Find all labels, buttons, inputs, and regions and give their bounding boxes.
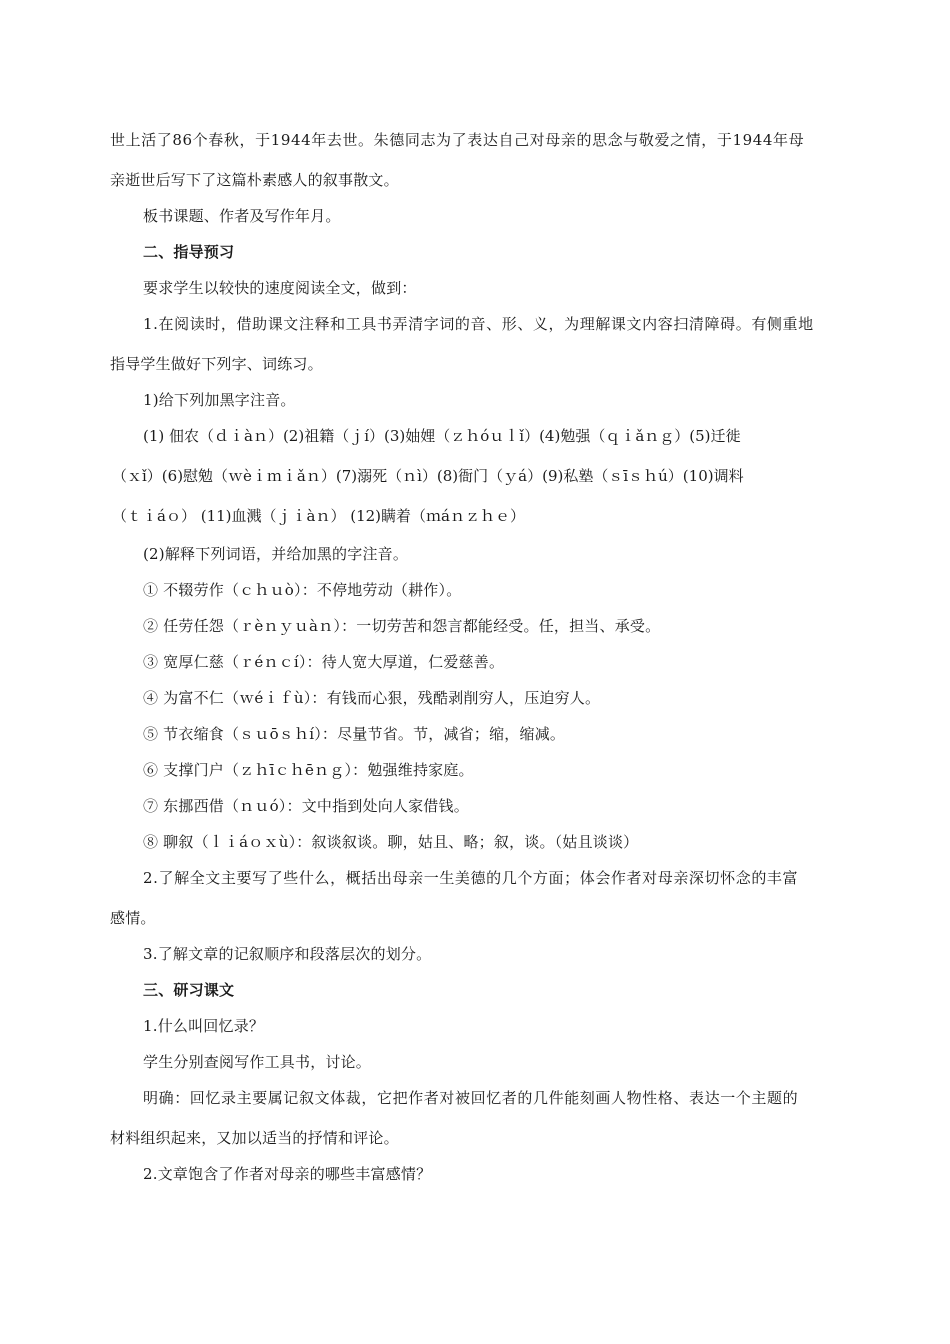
- paragraph-line: 学生分别查阅写作工具书，讨论。: [143, 1053, 372, 1071]
- list-item: ② 任劳任怨（ｒèｎｙｕàｎ）：一切劳苦和怨言都能经受。任，担当、承受。: [143, 617, 661, 635]
- list-item: ⑦ 东挪西借（ｎｕó）：文中指到处向人家借钱。: [143, 797, 469, 815]
- paragraph-line: 2.文章饱含了作者对母亲的哪些丰富感情？: [143, 1165, 432, 1183]
- section-heading: 二、指导预习: [143, 243, 235, 261]
- list-item: ⑥ 支撑门户（ｚｈīｃｈēｎｇ）：勉强维持家庭。: [143, 761, 474, 779]
- list-item: ④ 为富不仁（ｗéｉｆù）：有钱而心狠，残酷剥削穷人，压迫穷人。: [143, 689, 601, 707]
- paragraph-line: (1) 佃农（ｄｉàｎ）(2)祖籍（ｊí）(3)妯娌（ｚｈóｕｌǐ）(4)勉强（ｑｉǎｎｇ）(5)迁徙: [143, 427, 741, 445]
- paragraph-line: 世上活了86个春秋，于1944年去世。朱德同志为了表达自己对母亲的思念与敬爱之情，于1944年母: [110, 131, 805, 149]
- paragraph-line: 2.了解全文主要写了些什么，概括出母亲一生美德的几个方面；体会作者对母亲深切怀念的丰富: [143, 869, 799, 887]
- paragraph-line: 1)给下列加黑字注音。: [143, 391, 296, 409]
- paragraph-line: （ｘǐ）(6)慰勉（ｗèｉｍｉǎｎ）(7)溺死（ｎì）(8)衙门（ｙá）(9)私塾（ｓīｓｈú）(10)调料: [112, 467, 744, 485]
- paragraph-line: 指导学生做好下列字、词练习。: [110, 355, 323, 373]
- paragraph-line: 亲逝世后写下了这篇朴素感人的叙事散文。: [110, 171, 399, 189]
- paragraph-line: (2)解释下列词语，并给加黑的字注音。: [143, 545, 409, 563]
- list-item: ⑤ 节衣缩食（ｓｕōｓｈí）：尽量节省。节，减省；缩，缩减。: [143, 725, 566, 743]
- paragraph-line: 感情。: [110, 909, 156, 927]
- paragraph-line: 1.什么叫回忆录？: [143, 1017, 265, 1035]
- paragraph-line: 3.了解文章的记叙顺序和段落层次的划分。: [143, 945, 432, 963]
- list-item: ⑧ 聊叙（ｌｉáｏｘù）：叙谈叙谈。聊，姑且、略；叙，谈。（姑且谈谈）: [143, 833, 639, 851]
- list-item: ③ 宽厚仁慈（ｒéｎｃí）：待人宽大厚道，仁爱慈善。: [143, 653, 505, 671]
- paragraph-line: 要求学生以较快的速度阅读全文，做到：: [143, 279, 417, 297]
- list-item: ① 不辍劳作（ｃｈｕò）：不停地劳动（耕作）。: [143, 581, 462, 599]
- section-heading: 三、研习课文: [143, 981, 235, 999]
- paragraph-line: 板书课题、作者及写作年月。: [143, 207, 341, 225]
- paragraph-line: （ｔｉáｏ） (11)血溅（ｊｉàｎ） (12)瞒着（ｍáｎｚｈｅ）: [112, 507, 525, 525]
- paragraph-line: 1.在阅读时，借助课文注释和工具书弄清字词的音、形、义，为理解课文内容扫清障碍。有侧重地: [143, 315, 814, 333]
- paragraph-line: 材料组织起来，又加以适当的抒情和评论。: [110, 1129, 399, 1147]
- paragraph-line: 明确：回忆录主要属记叙文体裁，它把作者对被回忆者的几件能刻画人物性格、表达一个主题的: [143, 1089, 799, 1107]
